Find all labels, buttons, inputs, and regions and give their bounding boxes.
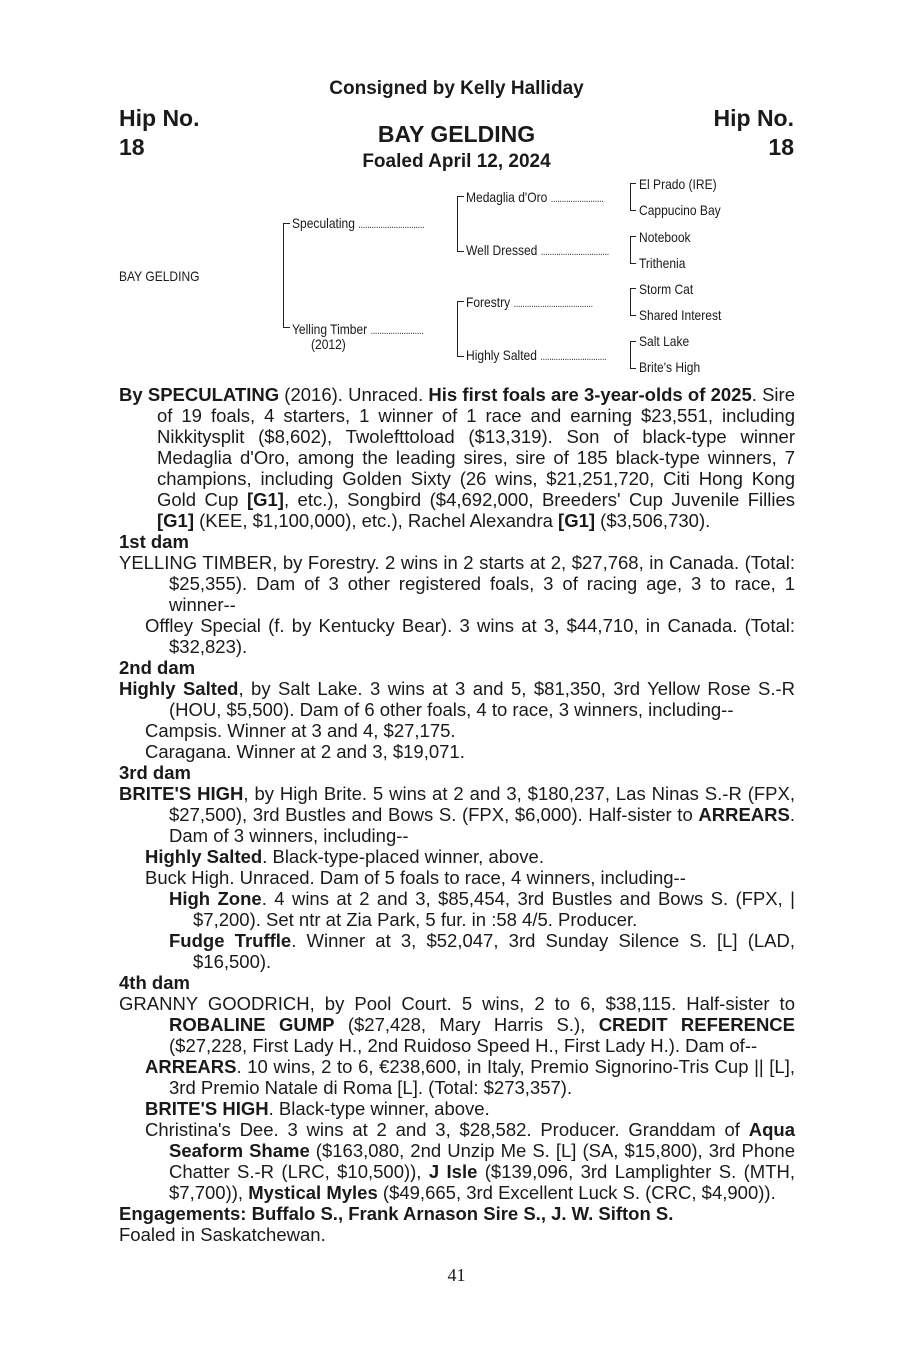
second-dam-offspring: Campsis. Winner at 3 and 4, $27,175.: [145, 720, 456, 741]
pedigree-bracket: [457, 196, 464, 252]
pedigree-great-grandparent: Salt Lake: [639, 333, 690, 349]
first-dam-paragraph: YELLING TIMBER, by Forestry. 2 wins in 2 starts at 2, $27,768, in Canada. (Total: $25,355). Dam of 3 other registered foals, 3 of racing age, 3 to race, 1 winner--: [119, 552, 795, 615]
first-dam-offspring: Offley Special (f. by Kentucky Bear). 3 wins at 3, $44,710, in Canada. (Total: $32,823).: [145, 615, 795, 657]
pedigree-bracket: [630, 183, 636, 211]
pedigree-great-grandparent: Shared Interest: [639, 307, 722, 323]
fourth-dam-offspring: ARREARS. 10 wins, 2 to 6, €238,600, in Italy, Premio Signorino-Tris Cup || [L], 3rd Premio Natale di Roma [L]. (Total: $273,357).: [145, 1056, 795, 1098]
pedigree-great-grandparent: Notebook: [639, 229, 691, 245]
pedigree-bracket: [283, 223, 290, 328]
pedigree-great-grandparent: Storm Cat: [639, 281, 694, 297]
section-header-4th-dam: 4th dam: [119, 972, 190, 993]
pedigree-subject: BAY GELDING: [119, 268, 200, 284]
foaling-date: Foaled April 12, 2024: [362, 151, 551, 172]
pedigree-great-grandparent: El Prado (IRE): [639, 176, 717, 192]
sire-paragraph: By SPECULATING (2016). Unraced. His first foals are 3-year-olds of 2025. Sire of 19 foals, 4 starters, 1 winner of 1 race and earning $23,551, including Nikkitysplit ($8,602), Twolefttoload ($13,319). Son of black-type winner Medaglia d'Oro, among the leading sires, sire of 185 black-type winners, 7 champions, including Golden Sixty (26 wins, $21,251,720, Citi Hong Kong Gold Cup [G1], etc.), Songbird ($4,692,000, Breeders' Cup Juvenile Fillies [G1] (KEE, $1,100,000), etc.), Rachel Alexandra [G1] ($3,506,730).: [119, 384, 796, 531]
pedigree-bracket: [630, 236, 636, 264]
third-dam-paragraph: BRITE'S HIGH, by High Brite. 5 wins at 2 and 3, $180,237, Las Ninas S.-R (FPX, $27,500), 3rd Bustles and Bows S. (FPX, $6,000). Half-sister to ARREARS. Dam of 3 winners, including--: [119, 783, 795, 846]
horse-title: BAY GELDING: [377, 121, 536, 147]
page-number: 41: [447, 1265, 466, 1285]
pedigree-bracket: [457, 301, 464, 357]
third-dam-offspring: Highly Salted. Black-type-placed winner, above.: [145, 846, 544, 867]
engagements: Engagements: Buffalo S., Frank Arnason Sire S., J. W. Sifton S.: [119, 1203, 674, 1224]
pedigree-dam: Yelling Timber ........................: [292, 321, 424, 337]
section-header-1st-dam: 1st dam: [119, 531, 189, 552]
fourth-dam-paragraph: GRANNY GOODRICH, by Pool Court. 5 wins, 2 to 6, $38,115. Half-sister to ROBALINE GUMP ($27,428, Mary Harris S.), CREDIT REFERENCE ($27,228, First Lady H., 2nd Ruidoso Speed H., First Lady H.). Dam of--: [119, 993, 796, 1056]
fourth-dam-offspring: Christina's Dee. 3 wins at 2 and 3, $28,582. Producer. Granddam of Aqua Seaform Shame ($163,080, 2nd Unzip Me S. [L] (SA, $15,800), 3rd Phone Chatter S.-R (LRC, $10,500)), J Isle ($139,096, 3rd Lamplighter S. (MTH, $7,700)), Mystical Myles ($49,665, 3rd Excellent Luck S. (CRC, $4,900)).: [145, 1119, 795, 1203]
pedigree-dam-year: (2012): [311, 336, 346, 352]
third-dam-grand-offspring: High Zone. 4 wins at 2 and 3, $85,454, 3rd Bustles and Bows S. (FPX, | $7,200). Set ntr at Zia Park, 5 fur. in :58 4/5. Producer.: [169, 888, 795, 930]
pedigree-dam-sire: Forestry ....................................: [466, 294, 593, 310]
hip-label: Hip No.: [119, 105, 200, 131]
pedigree-great-grandparent: Cappucino Bay: [639, 202, 721, 218]
second-dam-offspring: Caragana. Winner at 2 and 3, $19,071.: [145, 741, 465, 762]
pedigree-sire: Speculating ..............................: [292, 215, 425, 231]
third-dam-grand-offspring: Fudge Truffle. Winner at 3, $52,047, 3rd Sunday Silence S. [L] (LAD, $16,500).: [169, 930, 795, 972]
hip-number: 18: [768, 134, 794, 160]
pedigree-bracket: [630, 341, 636, 369]
third-dam-offspring: Buck High. Unraced. Dam of 5 foals to race, 4 winners, including--: [145, 867, 686, 888]
section-header-3rd-dam: 3rd dam: [119, 762, 191, 783]
pedigree-great-grandparent: Brite's High: [639, 359, 701, 375]
fourth-dam-offspring: BRITE'S HIGH. Black-type winner, above.: [145, 1098, 490, 1119]
consigner-line: Consigned by Kelly Halliday: [329, 78, 584, 99]
foaled-in: Foaled in Saskatchewan.: [119, 1224, 326, 1245]
pedigree-bracket: [630, 288, 636, 316]
second-dam-paragraph: Highly Salted, by Salt Lake. 3 wins at 3 and 5, $81,350, 3rd Yellow Rose S.-R (HOU, $5,500). Dam of 6 other foals, 4 to race, 3 winners, including--: [119, 678, 795, 720]
hip-number: 18: [119, 134, 145, 160]
pedigree-sire-sire: Medaglia d'Oro ........................: [466, 189, 604, 205]
hip-label: Hip No.: [713, 105, 794, 131]
pedigree-great-grandparent: Trithenia: [639, 255, 686, 271]
catalogue-body: [119, 384, 795, 1245]
pedigree-dam-dam: Highly Salted ..............................: [466, 347, 607, 363]
pedigree-sire-dam: Well Dressed ...............................: [466, 242, 609, 258]
section-header-2nd-dam: 2nd dam: [119, 657, 196, 678]
